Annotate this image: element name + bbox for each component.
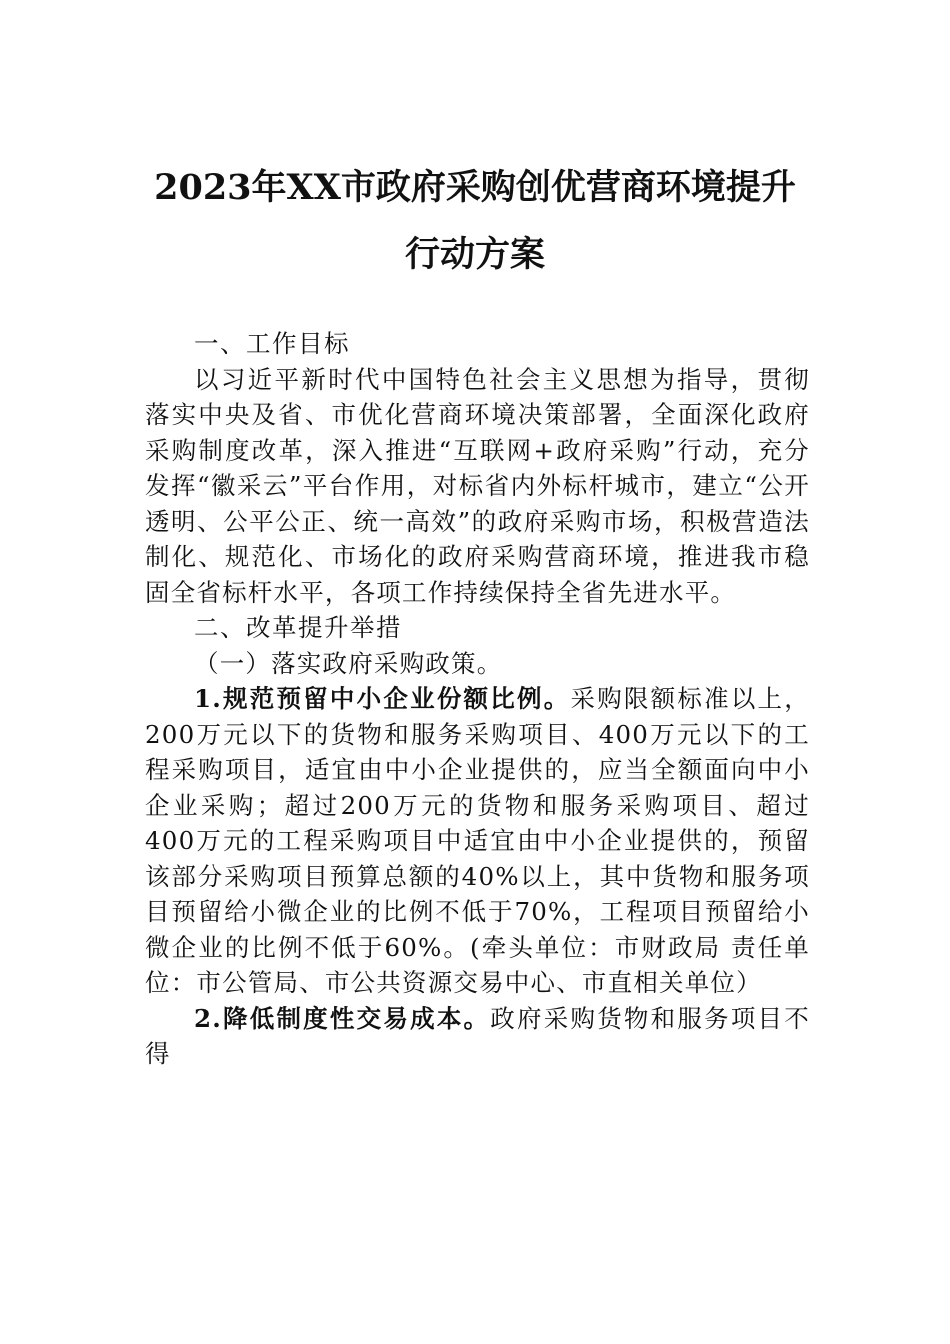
document-title-line-1: 2023年XX市政府采购创优营商环境提升 [154,167,796,208]
section-2-subheading: （一）落实政府采购政策。 [194,648,503,678]
section-1-paragraph: 以习近平新时代中国特色社会主义思想为指导，贯彻落实中央及省、市优化营商环境决策部署，全面深化政府采购制度改革，深入推进“互联网+政府采购”行动，充分发挥“徽采云”平台作用，对标省内外标杆城市，建立“公开透明、公平公正、统一高效”的政府采购市场，积极营造法制化、规范化、市场化的政府采购营商环境，推进我市稳固全省标杆水平，各项工作持续保持全省先进水平。 [145,364,810,607]
item-2-paragraph [145,1001,810,1072]
item-1-lead: 1.规范预留中小企业份额比例。 [194,684,571,713]
item-2-lead: 2.降低制度性交易成本。 [194,1003,491,1033]
document-body [145,326,810,1072]
item-1-text: 采购限额标准以上，200万元以下的货物和服务采购项目、400万元以下的工程采购项目，适宜由中小企业提供的，应当全额面向中小企业采购；超过200万元的货物和服务采购项目、超过400万元的工程采购项目中适宜由中小企业提供的，预留该部分采购项目预算总额的40%以上，其中货物和服务项目预留给小微企业的比例不低于70%，工程项目预留给小微企业的比例不低于60%。(牵头单位：市财政局 责任单位：市公管局、市公共资源交易中心、市直相关单位） [145,684,810,997]
item-2-text: 政府采购货物和服务项目不得 [145,1003,810,1068]
section-2-heading: 二、改革提升举措 [194,613,402,642]
item-1-paragraph [145,681,810,1001]
section-1-heading: 一、工作目标 [194,329,350,358]
document-title-line-2: 行动方案 [404,234,545,275]
